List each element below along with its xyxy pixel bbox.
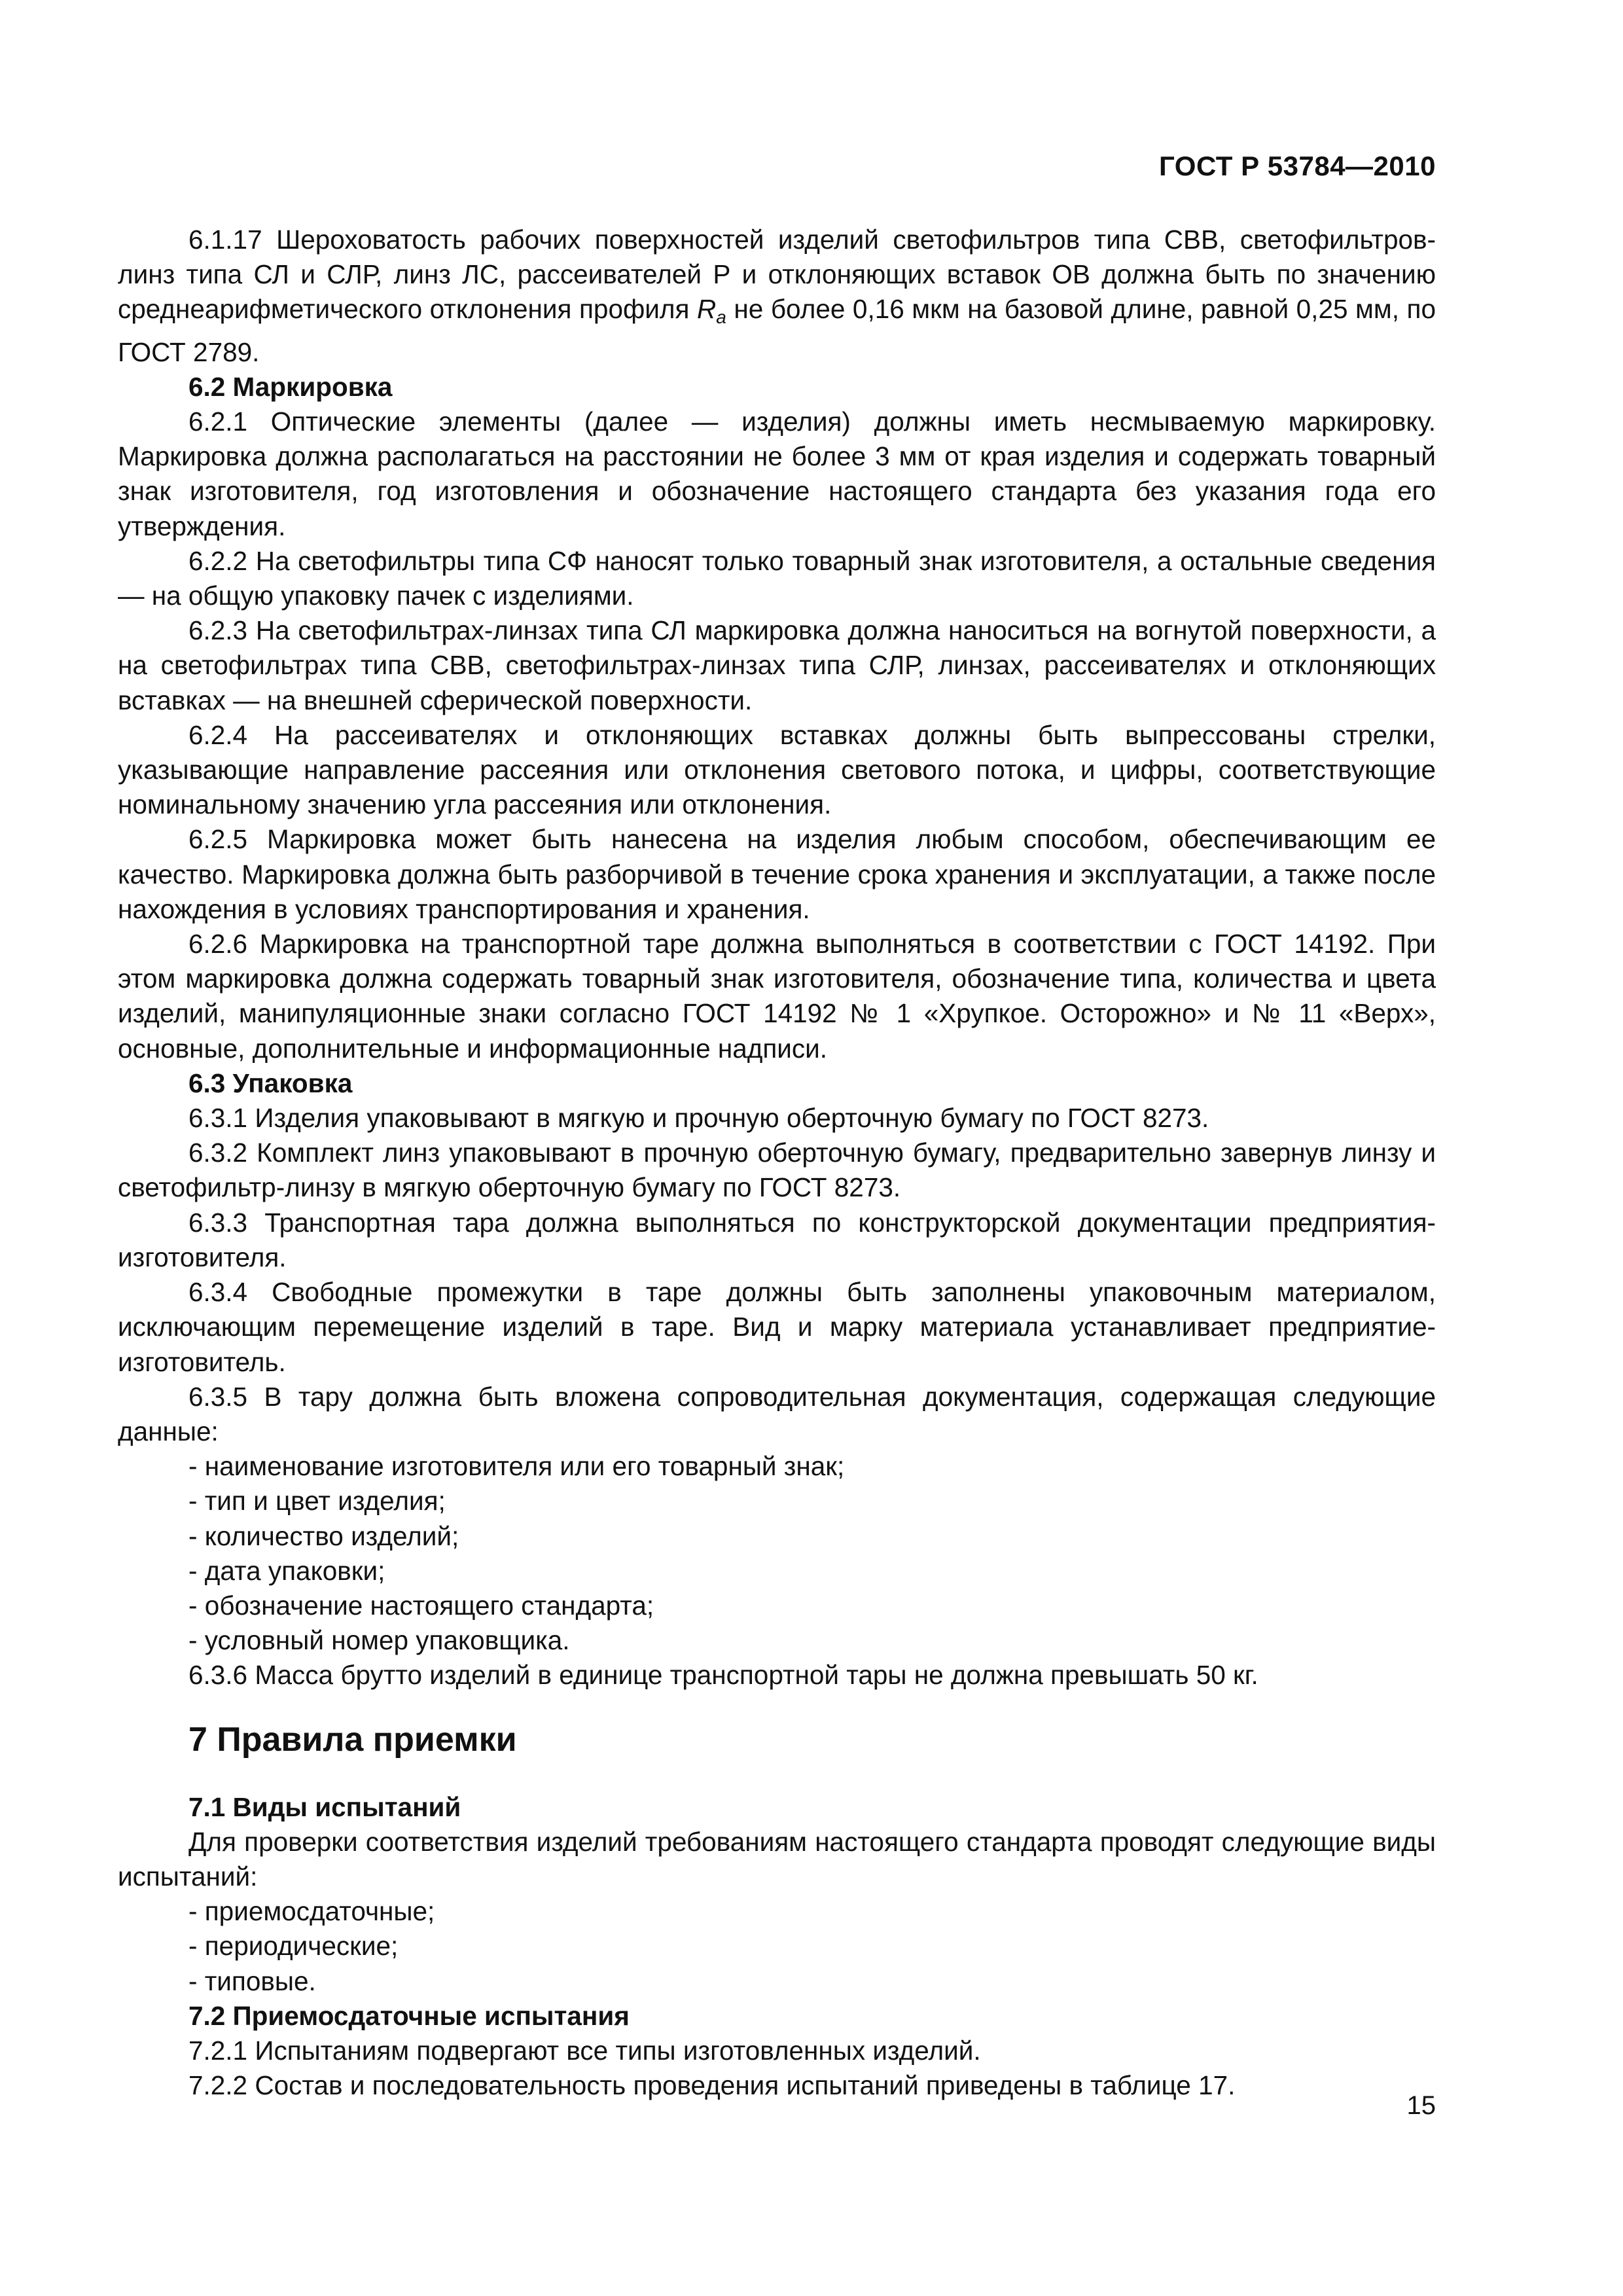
paragraph-6-2-4: 6.2.4 На рассеивателях и отклоняющих вставках должны быть выпрессованы стрелки, указывающие направление рассеяния или отклонения светового потока, и цифры, соответствующие номинальному значению угла рассеяния или отклонения. bbox=[118, 719, 1436, 820]
list-item: - условный номер упаковщика. bbox=[188, 1625, 570, 1656]
paragraph-7-1: Для проверки соответствия изделий требованиям настоящего стандарта проводят следующие виды испытаний: bbox=[118, 1826, 1436, 1892]
paragraph-6-3-1: 6.3.1 Изделия упаковывают в мягкую и прочную оберточную бумагу по ГОСТ 8273. bbox=[188, 1103, 1209, 1134]
paragraph-6-3-2: 6.3.2 Комплект линз упаковывают в прочную оберточную бумагу, предварительно завернув линзу и светофильтр-линзу в мягкую оберточную бумагу по ГОСТ 8273. bbox=[118, 1138, 1436, 1203]
paragraph-6-3-3: 6.3.3 Транспортная тара должна выполняться по конструкторской документации предприятия-изготовителя. bbox=[118, 1207, 1436, 1272]
text-fragment: 6.1.17 Шероховатость рабочих поверхностей изделий светофильтров типа СВВ, светофильтров-линз типа СЛ и СЛР, линз ЛС, рассеивателей Р и отклоняющих вставок ОВ должна быть по значению среднеарифметического отклонения профиля bbox=[118, 224, 1436, 325]
section-heading-7-2: 7.2 Приемосдаточные испытания bbox=[188, 2000, 630, 2031]
list-item: - количество изделий; bbox=[188, 1520, 459, 1551]
paragraph-6-2-5: 6.2.5 Маркировка может быть нанесена на изделия любым способом, обеспечивающим ее качество. Маркировка должна быть разборчивой в течение срока хранения и эксплуатации, а также после нахождения в условиях транспортирования и хранения. bbox=[118, 824, 1436, 924]
paragraph-6-3-5: 6.3.5 В тару должна быть вложена сопроводительная документация, содержащая следующие данные: bbox=[118, 1381, 1436, 1446]
list-item: - дата упаковки; bbox=[188, 1555, 385, 1586]
list-item: - тип и цвет изделия; bbox=[188, 1486, 446, 1516]
section-heading-7-1: 7.1 Виды испытаний bbox=[188, 1791, 461, 1822]
roughness-symbol: R bbox=[697, 294, 717, 325]
paragraph-6-3-4: 6.3.4 Свободные промежутки в таре должны быть заполнены упаковочным материалом, исключающим перемещение изделий в таре. Вид и марку материала устанавливает предприятие-изготовитель. bbox=[118, 1277, 1436, 1377]
paragraph-6-2-6: 6.2.6 Маркировка на транспортной таре должна выполняться в соответствии с ГОСТ 14192. При этом маркировка должна содержать товарный знак изготовителя, обозначение типа, количества и цвета изделий, манипуляционные знаки согласно ГОСТ 14192 № 1 «Хрупкое. Осторожно» и № 11 «Верх», основные, дополнительные и информационные надписи. bbox=[118, 929, 1436, 1064]
list-item: - наименование изготовителя или его товарный знак; bbox=[188, 1451, 845, 1482]
page-number: 15 bbox=[1406, 2091, 1436, 2120]
section-heading-6-2: 6.2 Маркировка bbox=[188, 371, 393, 402]
section-heading-7: 7 Правила приемки bbox=[188, 1720, 517, 1759]
list-item: - обозначение настоящего стандарта; bbox=[188, 1590, 654, 1621]
standard-header: ГОСТ Р 53784—2010 bbox=[1159, 151, 1436, 181]
paragraph-6-2-2: 6.2.2 На светофильтры типа СФ наносят только товарный знак изготовителя, а остальные сведения — на общую упаковку пачек с изделиями. bbox=[118, 545, 1436, 611]
paragraph-6-3-6: 6.3.6 Масса брутто изделий в единице транспортной тары не должна превышать 50 кг. bbox=[188, 1660, 1258, 1691]
document-body bbox=[118, 223, 1436, 2103]
roughness-subscript: a bbox=[716, 307, 726, 328]
paragraph-6-1-17 bbox=[118, 223, 1436, 370]
paragraph-6-2-1: 6.2.1 Оптические элементы (далее — изделия) должны иметь несмываемую маркировку. Маркировка должна располагаться на расстоянии не более 3 мм от края изделия и содержать товарный знак изготовителя, год изготовления и обозначение настоящего стандарта без указания года его утверждения. bbox=[118, 406, 1436, 541]
paragraph-6-2-3: 6.2.3 На светофильтрах-линзах типа СЛ маркировка должна наноситься на вогнутой поверхности, а на светофильтрах типа СВВ, светофильтрах-линзах типа СЛР, линзах, рассеивателях и отклоняющих вставках — на внешней сферической поверхности. bbox=[118, 615, 1436, 715]
paragraph-7-2-1: 7.2.1 Испытаниям подвергают все типы изготовленных изделий. bbox=[188, 2035, 981, 2066]
list-item: - приемосдаточные; bbox=[188, 1896, 435, 1927]
text-fragment: не более 0,16 мкм на базовой длине, равной 0,25 мм, по ГОСТ 2789. bbox=[118, 294, 1436, 367]
section-heading-6-3: 6.3 Упаковка bbox=[188, 1067, 353, 1098]
list-item: - типовые. bbox=[188, 1965, 316, 1996]
paragraph-7-2-2: 7.2.2 Состав и последовательность проведения испытаний приведены в таблице 17. bbox=[188, 2070, 1236, 2101]
list-item: - периодические; bbox=[188, 1931, 399, 1962]
